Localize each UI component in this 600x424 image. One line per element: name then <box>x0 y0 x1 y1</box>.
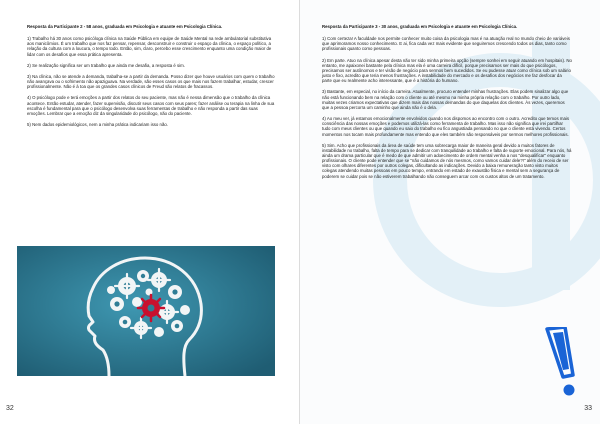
left-answer-5: 5) Nem dados epidemiológicos, nem a minha prática indicariam isso não. <box>27 122 169 128</box>
page-number-left: 32 <box>6 405 14 412</box>
left-answer-4: 4) O psicólogo pode e terá emoções a partir dos relatos do seu paciente, mas não é nessa dimensão que o trabalho da clínica acontece. Então estudar, atender, fazer supervisão, discutir seus casos com seus pares; fazer análise ou terapia na linha de sua escolha é fundamental para que o psicólogo desenvolva suas ferramentas de trabalho e não responda a partir das suas emoções. Lembrar que a emoção diz da singularidade do psicólogo, não do paciente. <box>27 95 275 116</box>
gears-head-illustration <box>17 246 275 376</box>
left-answer-2: 2) Se realização significa ser um trabalho que ainda me desafia, a resposta é sim. <box>27 62 185 68</box>
right-answer-1: 1) Com certeza! A faculdade nos permite conhecer muito coisa da psicologia mas é na atuação real no mundo cheio de variáveis que aprimoramos nosso conhecimento. E ai, fica cada vez mais evidente que seguiremos crescendo todos os dias, tanto como profissionais quanto como pessoas. <box>322 36 570 52</box>
right-text-column <box>322 24 572 185</box>
page-number-right: 33 <box>584 405 592 412</box>
exclamation-icon <box>543 327 587 401</box>
left-text-column <box>27 24 275 133</box>
left-answer-3: 3) Na clínica, não se atende a demanda, trabalha-se a partir da demanda. Posso dizer que houve usuários com quem o trabalho não avançava ou o sofrimento não apaziguava. Na verdade, são esses casos os que mais nos fazem trabalhar, estudar, crescer profissionalmente. Não é à toa que os grandes casos clínicos de Freud são relatos de fracassos. <box>27 73 275 90</box>
right-answer-3: 3) Bastante, em especial, no início da carreira. Atualmente, procuro entender minhas frustrações. Elas podem sinalizar algo que não está funcionando bem na relação com o cliente ou até mesmo na minha própria relação com o trabalho. Por outro lado, muitas vezes criamos expectativas que dizem mais das nossas demandas do que daquelas dos clientes. Às vezes, queremos que a pessoa percorra um caminho que ainda não é o dela. <box>322 89 569 110</box>
left-answer-1: 1) Trabalho há 30 anos como psicóloga clínica na Saúde Pública em equipe de Saúde Mental na rede ambulatorial substitutiva aos manicômios. É um trabalho que nos faz pensar, repensar, desconstruir e construir o espaço da clínica, o espaço político, a relação da cultura com a loucura, o tempo todo. Então, sim, claro, percebo esse crescimento enquanto uma condição maior de lidar com os desafios que essa prática apresenta. <box>27 36 272 57</box>
right-answer-4: 4) Ao meu ver, já estamos emocionalmente envolvidos quando nos dispomos ao encontro com o outro. Acredito que temos mais consciência das nossas emoções e podemos utilizá-las como ferramenta de trabalho. Mas isso não significa que irei partilhar tudo com meus clientes ou que quando eu saio do trabalho eu fico angustiada pensando no que o cliente está vivendo. Certos momentos nos tocam mais profundamente mas entendo que eles também são responsáveis por sermos melhores profissionais. <box>322 116 570 137</box>
right-answer-5: 5) Sim. Acho que profissionais da área de saúde tem uma sobrecarga maior de maneira geral devido a muitos fatores de instabilidade no trabalho, falta de tempo para se dedicar com tranquilidade ao trabalho e falta de suporte emocional. Para nós, há ainda um drama particular que é medo de que admitir um adoecimento de ordem mental venha a nos "desqualificar" enquanto profissionais. O cliente pode entender que se "não cuidamos de nós mesmos, como vamos cuidar dele?!" além do receio de ser visto com olhares diferentes por outros colegas, dificultando as indicações. Devido a baixa remuneração tanto visto muitos colegas atendendo muitas pessoas em pouco tempo, entrando em estado de exaustão física e mental sem a segurança de poderem se cuidar pois se não estiverem trabalhando não conseguem arcar com os custos altos de um tratamento. <box>322 142 572 179</box>
page-right <box>300 0 600 424</box>
right-heading: Resposta da Participante 3 - 30 anos, graduada em Psicologia e atuante em Psicologia Clínica. <box>322 24 518 29</box>
left-heading: Resposta da Participante 2 - 58 anos, graduada em Psicologia e atuante em Psicologia Clínica. <box>27 24 223 29</box>
gears-head-icon <box>17 246 275 376</box>
right-answer-2: 2) Em parte. Atuo na clínica apesar desta não ter sido minha primeira opção (sempre sonhei em seguir atuando em hospitais). No entanto, me apaixonei bastante pela clínica mas ela é uma carreira difícil, porque precisamos ser mais do que psicólogos, precisamos ser autônomos e ter visão de negócio para sermos bem sucedidos. Se eu pudesse atuar como clínica sob um salário justo e fixo, acredito que teria menos frustrações. A instabilidade do mercado e os desafios dos negócios me faz desfocar da parte que eu realmente acho interessante, que é a história do humano. <box>322 57 572 84</box>
